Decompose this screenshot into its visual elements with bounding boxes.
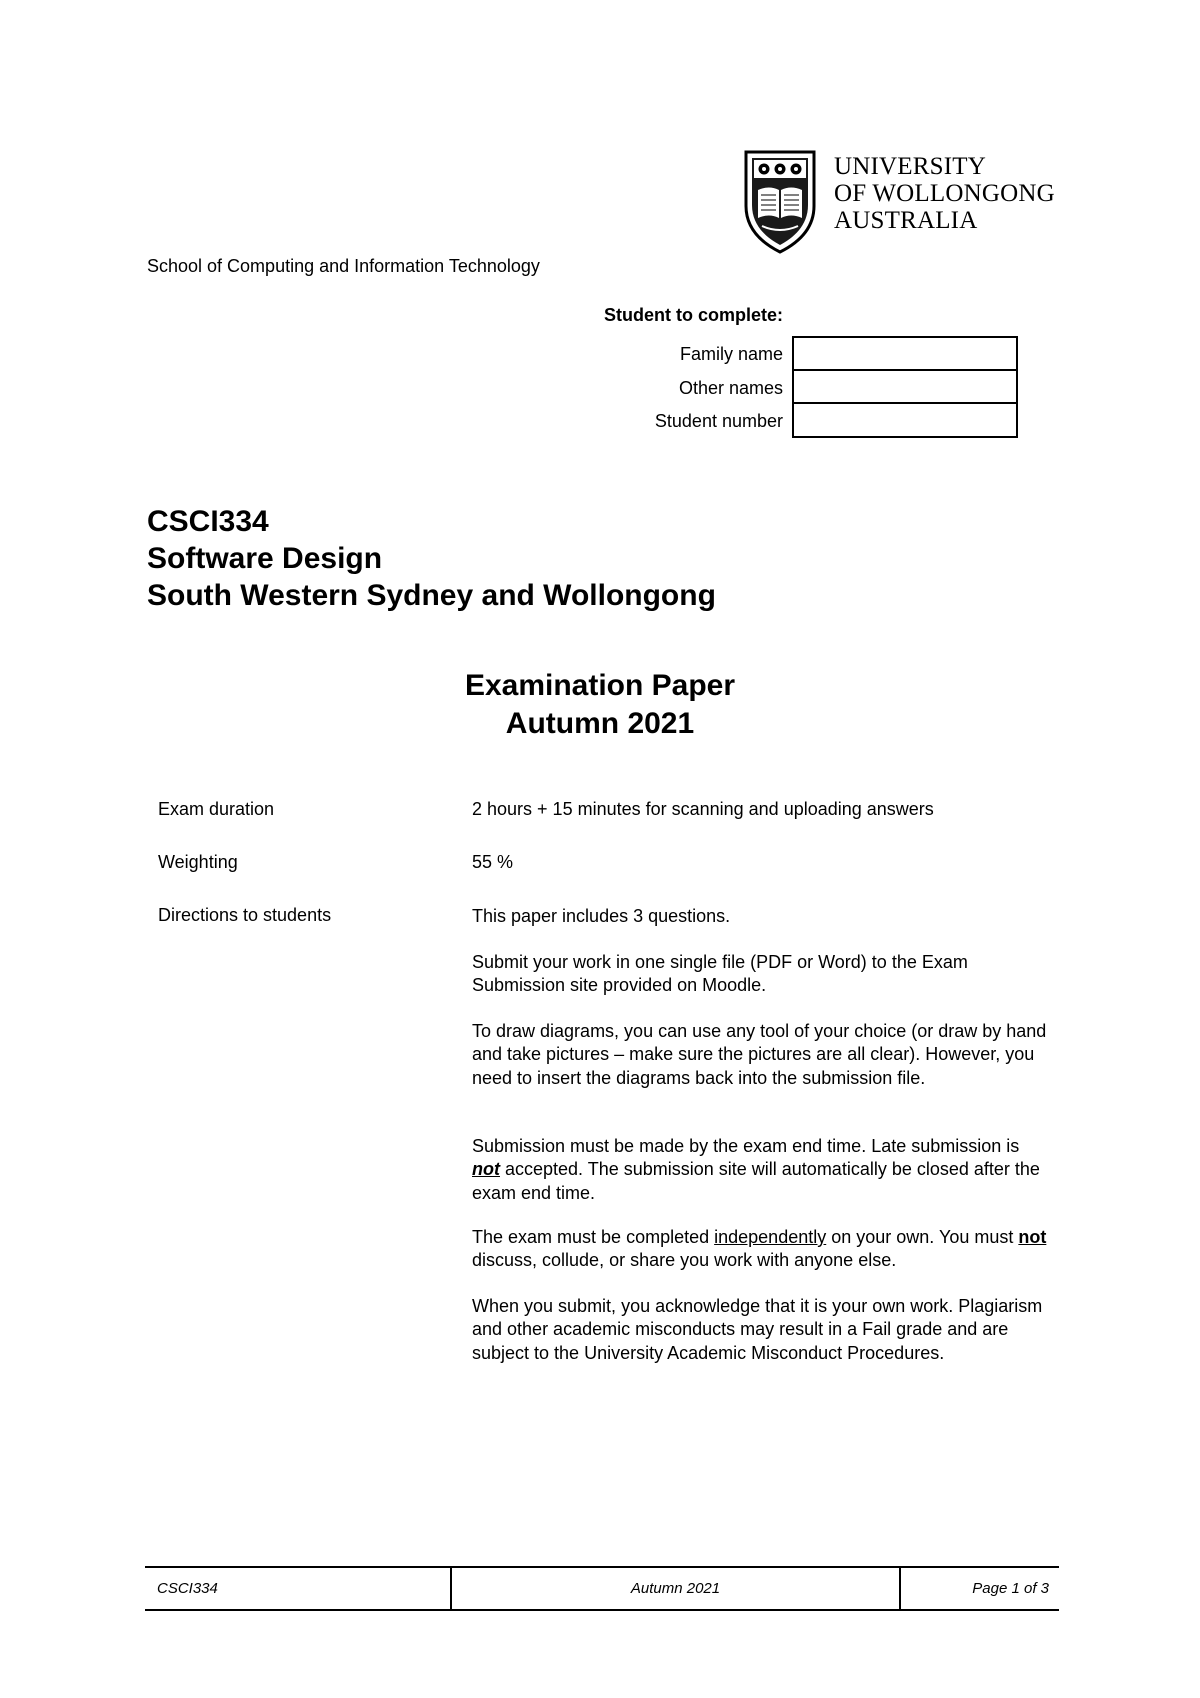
p5-underline: independently — [714, 1227, 827, 1247]
student-form-heading: Student to complete: — [604, 305, 783, 325]
family-name-field[interactable] — [794, 338, 1016, 371]
footer-session: Autumn 2021 — [630, 1580, 721, 1597]
other-names-label: Other names — [678, 378, 783, 398]
school-name: School of Computing and Information Technology — [147, 256, 540, 276]
course-code: CSCI334 — [147, 505, 269, 538]
directions-paragraph-5 — [472, 1226, 1052, 1273]
duration-value: 2 hours + 15 minutes for scanning and uploading answers — [472, 799, 934, 819]
directions-paragraph-2: Submit your work in one single file (PDF or Word) to the Exam Submission site provided on Moodle. — [472, 952, 968, 996]
course-campus: South Western Sydney and Wollongong — [147, 579, 716, 612]
p5-text-a: The exam must be completed — [472, 1227, 715, 1247]
logo-line-1: UNIVERSITY — [834, 153, 986, 180]
course-name: Software Design — [147, 542, 383, 575]
directions-paragraph-4 — [472, 1135, 1052, 1205]
p4-text-a: Submission must be made by the exam end time. Late submission is — [472, 1136, 1020, 1156]
footer-course-code: CSCI334 — [157, 1580, 218, 1597]
duration-label: Exam duration — [158, 799, 275, 819]
exam-title: Examination Paper — [464, 669, 736, 702]
p4-emphasis: not — [472, 1159, 500, 1180]
student-number-field[interactable] — [794, 404, 1016, 437]
page-footer — [145, 1566, 1059, 1611]
p4-text-b: accepted. The submission site will automatically be closed after the exam end time. — [472, 1159, 1040, 1203]
directions-paragraph-3: To draw diagrams, you can use any tool of your choice (or draw by hand and take pictures – make sure the pictures are all clear). However, you need to insert the diagrams back into the submission file. — [472, 1021, 1047, 1088]
student-number-label: Student number — [654, 411, 783, 431]
weighting-label: Weighting — [158, 852, 238, 872]
weighting-value: 55 % — [472, 852, 514, 872]
student-details-boxes — [792, 336, 1018, 438]
directions-label: Directions to students — [158, 905, 332, 925]
footer-page-number: Page 1 of 3 — [972, 1580, 1049, 1597]
p5-emphasis: not — [1018, 1227, 1047, 1247]
directions-paragraph-1: This paper includes 3 questions. — [472, 906, 731, 926]
family-name-label: Family name — [679, 344, 783, 364]
other-names-field[interactable] — [794, 371, 1016, 404]
p5-text-b: on your own. You must — [826, 1227, 1019, 1247]
p5-text-c: discuss, collude, or share you work with anyone else. — [472, 1250, 897, 1271]
logo-line-3: AUSTRALIA — [834, 207, 978, 234]
exam-session: Autumn 2021 — [505, 707, 695, 740]
directions-paragraph-6: When you submit, you acknowledge that it is your own work. Plagiarism and other academic misconducts may result in a Fail grade and are subject to the University Academic Misconduct Procedures. — [472, 1296, 1043, 1363]
logo-line-2: OF WOLLONGONG — [834, 180, 1055, 207]
university-logo — [742, 148, 1064, 254]
uow-crest-icon — [742, 148, 818, 254]
footer-divider — [899, 1568, 901, 1609]
